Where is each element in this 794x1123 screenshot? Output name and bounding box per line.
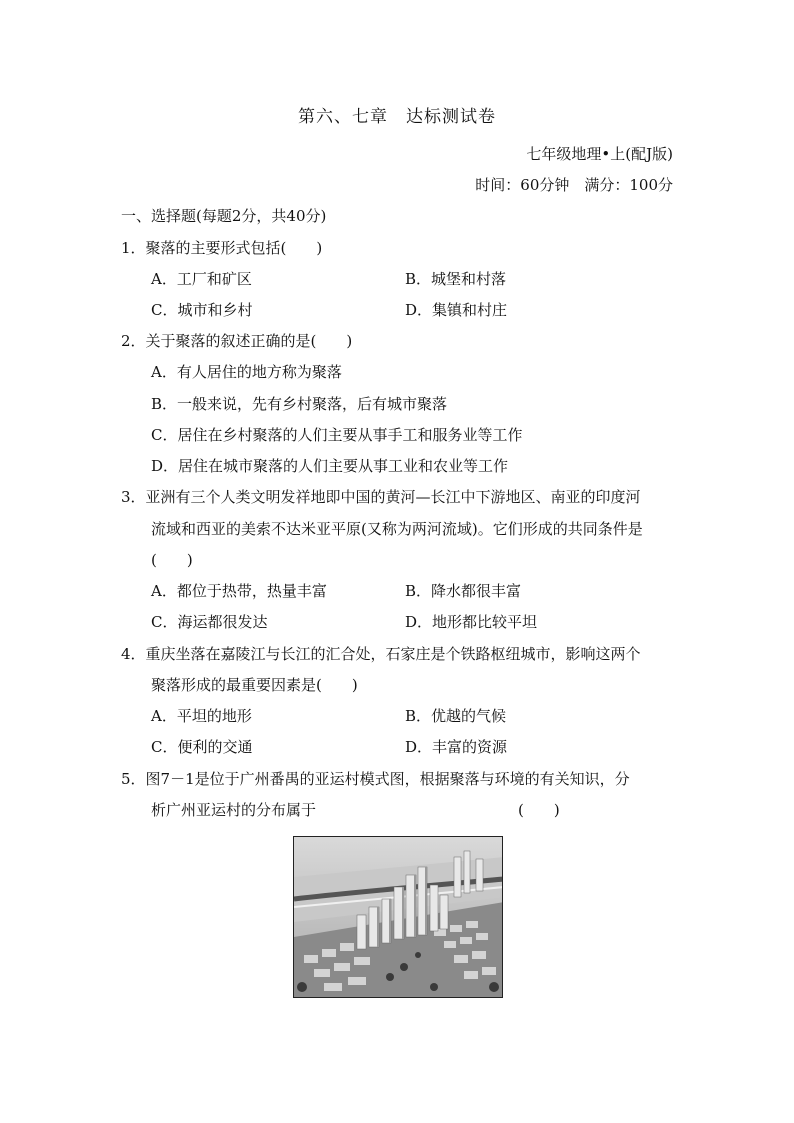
question-4-option-c: C．便利的交通 [151, 738, 253, 756]
time-score-label: 时间：60分钟 满分：100分 [475, 176, 673, 194]
question-2-option-d: D．居住在城市聚落的人们主要从事工业和农业等工作 [151, 457, 509, 475]
question-2-stem: 2．关于聚落的叙述正确的是( ) [121, 332, 353, 350]
question-1-option-b: B．城堡和村落 [405, 270, 507, 288]
city-aerial-photo [293, 836, 503, 998]
question-3-option-a: A．都位于热带，热量丰富 [151, 582, 327, 600]
question-2-option-b: B．一般来说，先有乡村聚落，后有城市聚落 [151, 395, 448, 413]
question-2-option-a: A．有人居住的地方称为聚落 [151, 363, 342, 381]
question-5-answer-paren: ( ) [518, 801, 560, 819]
question-3-stem-line-3: ( ) [151, 551, 193, 569]
question-3-option-b: B．降水都很丰富 [405, 582, 522, 600]
question-4-option-d: D．丰富的资源 [405, 738, 508, 756]
question-3-stem-line-1: 3．亚洲有三个人类文明发祥地即中国的黄河—长江中下游地区、南亚的印度河 [121, 488, 641, 506]
question-5-stem-line-2: 析广州亚运村的分布属于 [151, 801, 317, 819]
question-1-stem: 1．聚落的主要形式包括( ) [121, 239, 323, 257]
question-2-option-c: C．居住在乡村聚落的人们主要从事手工和服务业等工作 [151, 426, 523, 444]
edition-label: 七年级地理•上(配J版) [526, 145, 673, 163]
question-3-stem-line-2: 流域和西亚的美索不达米亚平原(又称为两河流域)。它们形成的共同条件是 [151, 520, 643, 538]
question-3-option-d: D．地形都比较平坦 [405, 613, 538, 631]
question-4-stem-line-2: 聚落形成的最重要因素是( ) [151, 676, 358, 694]
page-title: 第六、七章 达标测试卷 [298, 107, 496, 127]
question-4-stem-line-1: 4．重庆坐落在嘉陵江与长江的汇合处，石家庄是个铁路枢纽城市，影响这两个 [121, 645, 641, 663]
question-4-option-a: A．平坦的地形 [151, 707, 252, 725]
question-1-option-c: C．城市和乡村 [151, 301, 253, 319]
question-4-option-b: B．优越的气候 [405, 707, 507, 725]
question-3-option-c: C．海运都很发达 [151, 613, 268, 631]
section-heading: 一、选择题(每题2分，共40分) [121, 207, 327, 225]
question-1-option-d: D．集镇和村庄 [405, 301, 508, 319]
question-1-option-a: A．工厂和矿区 [151, 270, 252, 288]
question-5-stem-line-1: 5．图7－1是位于广州番禺的亚运村模式图，根据聚落与环境的有关知识，分 [121, 770, 630, 788]
